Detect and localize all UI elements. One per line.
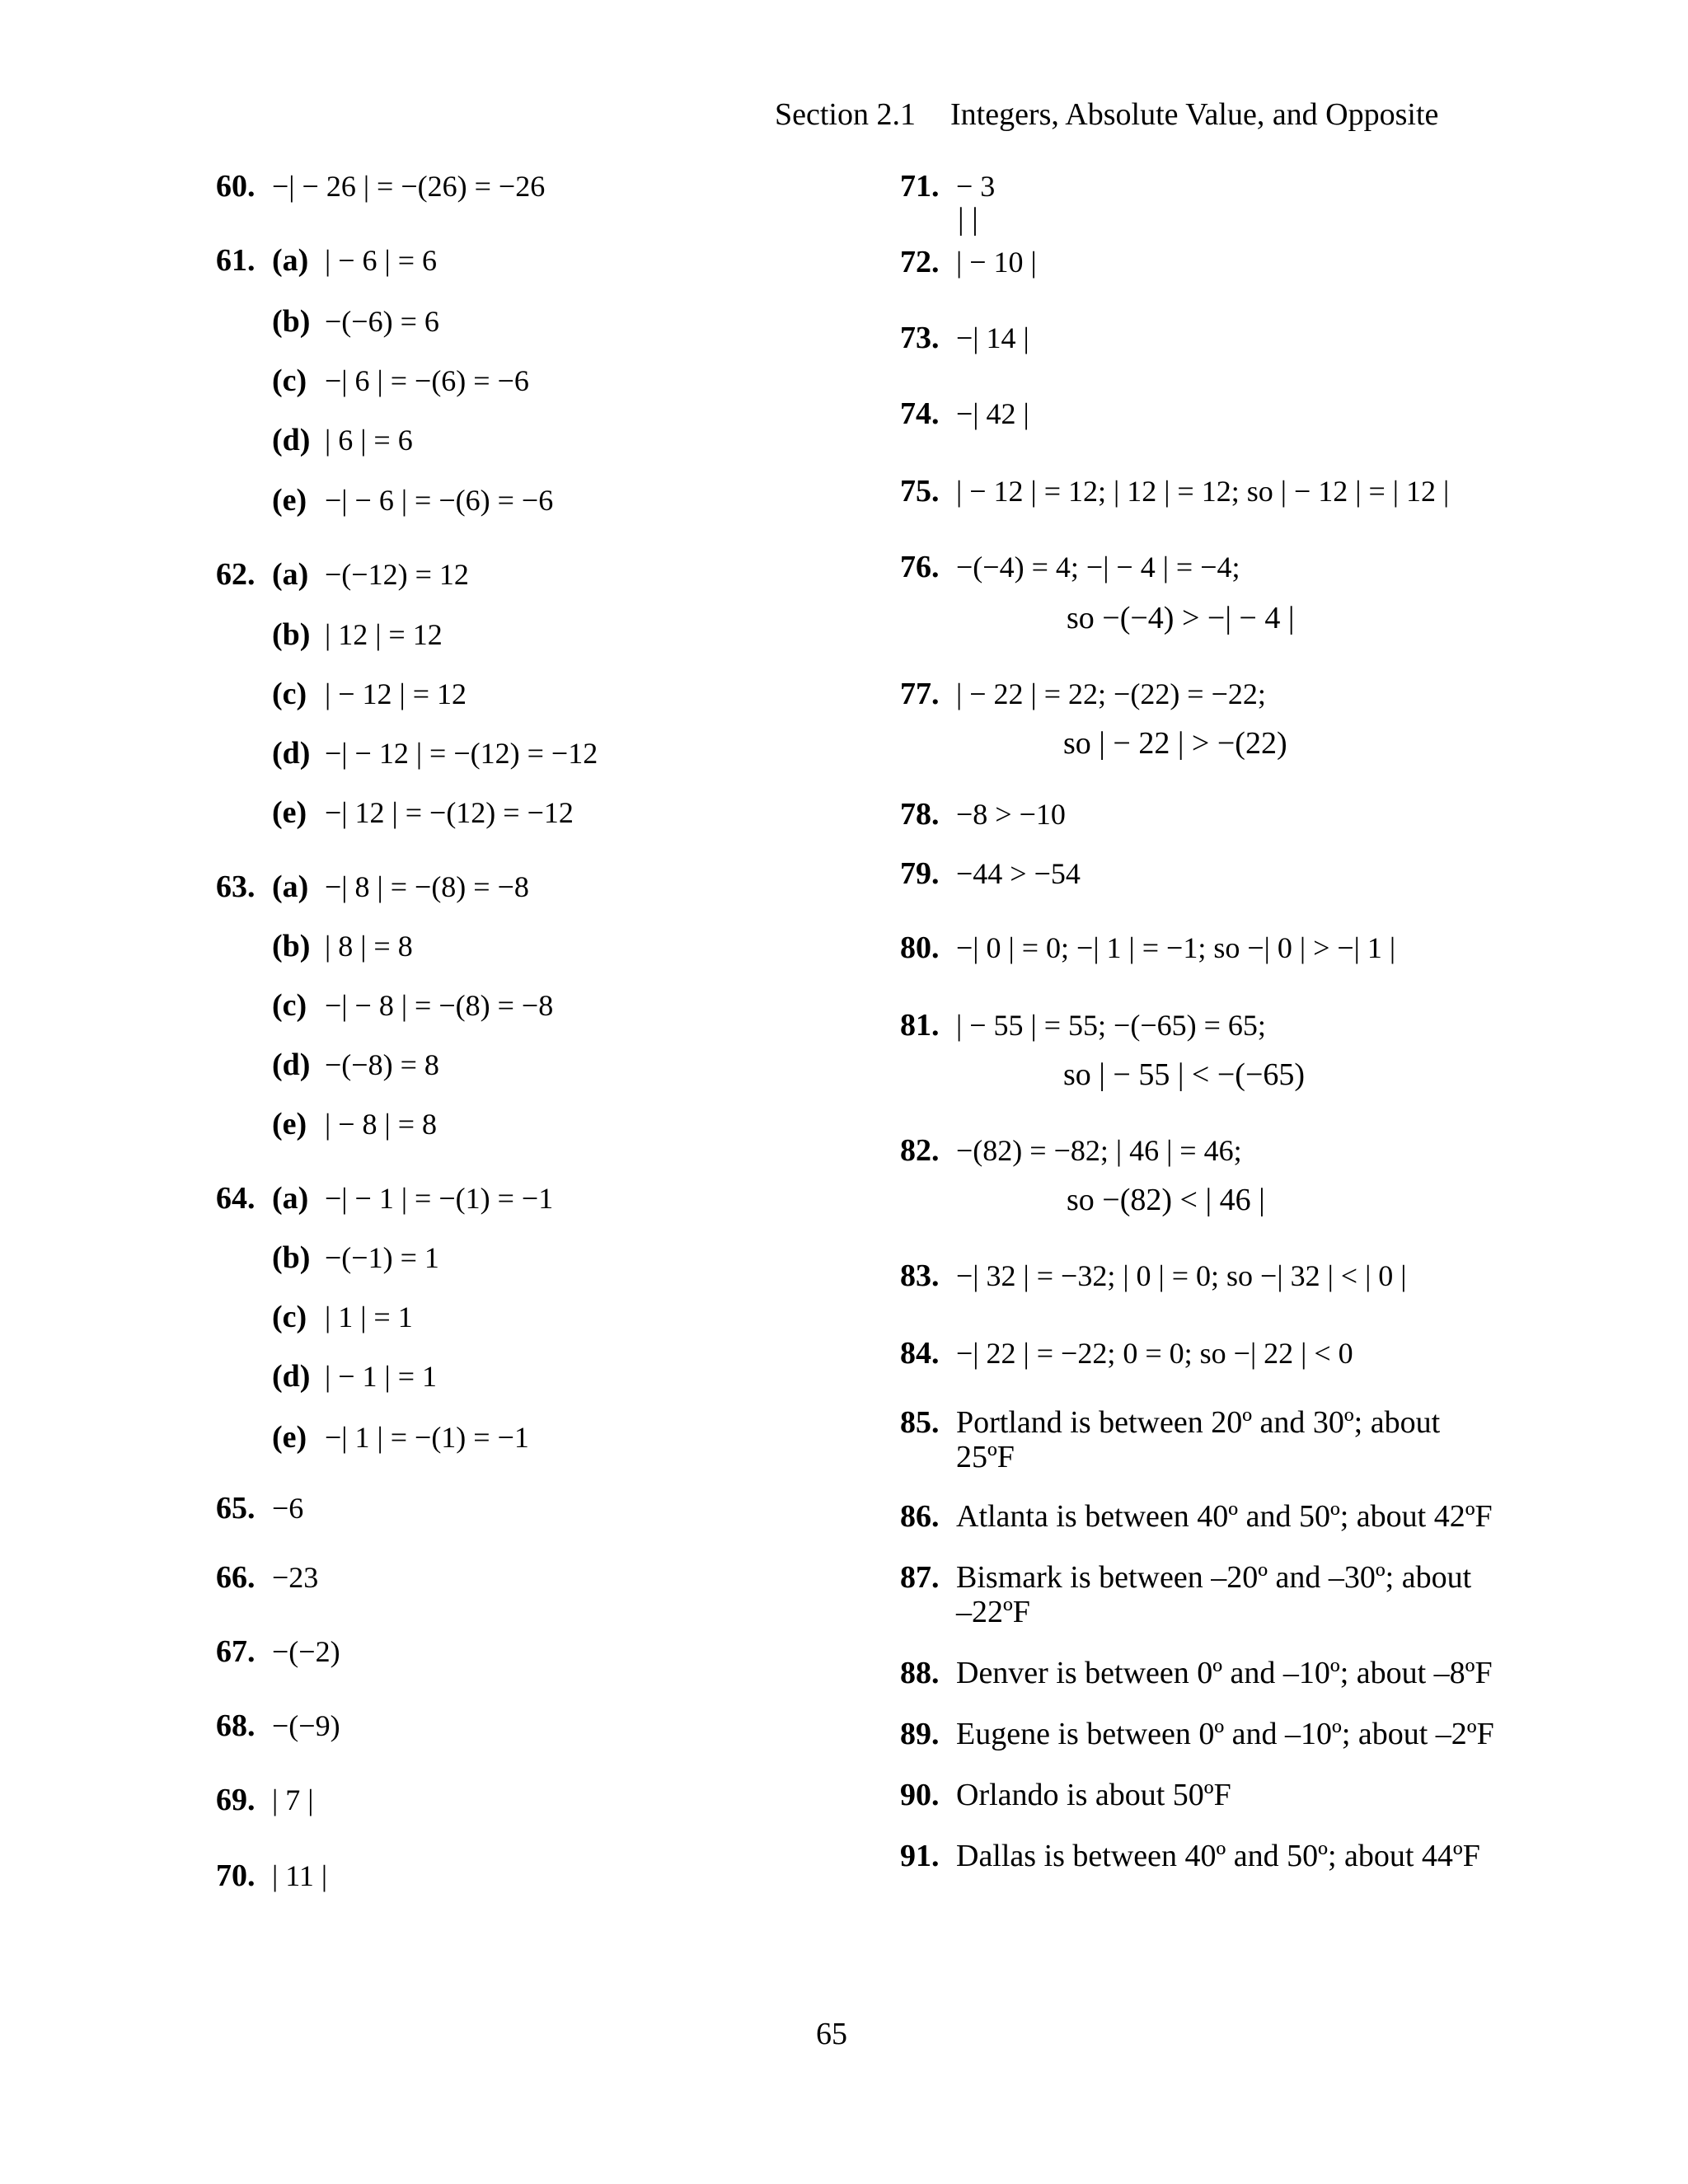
answer-text: | 11 |	[272, 1859, 328, 1892]
problem-number: 87.	[900, 1560, 940, 1595]
answer-text: | − 22 | = 22; −(22) = −22;	[956, 677, 1266, 710]
part-row	[272, 303, 439, 340]
problem-row	[900, 244, 1037, 280]
problem-number: 91.	[900, 1839, 940, 1873]
part-label: (a)	[272, 557, 309, 592]
part-label: (e)	[272, 483, 307, 518]
problem-row	[216, 869, 529, 905]
part-row	[272, 735, 598, 771]
problem-row	[900, 930, 1395, 966]
problem-row	[216, 1858, 327, 1894]
problem-number: 76.	[900, 550, 940, 584]
answer-text: Atlanta is between 40º and 50º; about 42ºF	[956, 1499, 1493, 1534]
part-row	[272, 363, 529, 399]
answer-continuation: so | − 22 | > −(22)	[1063, 726, 1287, 761]
answer-text: −| 6 | = −(6) = −6	[325, 364, 529, 397]
answer-text: −23	[272, 1561, 319, 1594]
part-label: (a)	[272, 243, 309, 278]
problem-number: 78.	[900, 797, 940, 832]
part-label: (c)	[272, 363, 307, 398]
answer-text: | − 6 | = 6	[325, 244, 438, 277]
problem-number: 71.	[900, 169, 940, 204]
problem-row	[900, 168, 995, 204]
answer-text: −| − 12 | = −(12) = −12	[325, 737, 598, 770]
answer-text: −(−12) = 12	[325, 558, 469, 591]
problem-row	[216, 1490, 303, 1526]
problem-row	[216, 168, 545, 204]
answer-text: | − 8 | = 8	[325, 1108, 438, 1141]
problem-row	[900, 1716, 1494, 1752]
answer-text: −(−9)	[272, 1709, 340, 1742]
part-label: (b)	[272, 1240, 311, 1275]
problem-row	[900, 1655, 1493, 1691]
part-label: (c)	[272, 677, 307, 711]
answer-text: −| 0 | = 0; −| 1 | = −1; so −| 0 | > −| 1 |	[956, 931, 1396, 964]
problem-row	[216, 242, 437, 279]
problem-number: 85.	[900, 1405, 940, 1440]
problem-row	[900, 1404, 1440, 1441]
part-label: (b)	[272, 929, 311, 963]
problem-number: 62.	[216, 557, 256, 592]
answer-text: −(82) = −82; | 46 | = 46;	[956, 1134, 1242, 1167]
problem-row	[216, 556, 469, 593]
part-row	[272, 928, 413, 964]
page-number: 65	[816, 2017, 847, 2051]
problem-row	[216, 1559, 318, 1596]
problem-number: 86.	[900, 1499, 940, 1534]
problem-row	[900, 1777, 1231, 1813]
part-row	[272, 987, 553, 1024]
answer-text: −(−2)	[272, 1635, 340, 1668]
problem-row	[900, 1335, 1353, 1371]
answer-text: −(−4) = 4; −| − 4 | = −4;	[956, 551, 1240, 583]
answer-text: | 12 | = 12	[325, 618, 443, 651]
problem-number: 74.	[900, 396, 940, 431]
problem-row	[216, 1180, 553, 1216]
answer-text: | 1 | = 1	[325, 1301, 413, 1333]
problem-number: 77.	[900, 677, 940, 711]
answer-text: Dallas is between 40º and 50º; about 44ºF	[956, 1839, 1480, 1873]
problem-number: 81.	[900, 1008, 940, 1043]
part-row	[272, 1419, 529, 1455]
part-row	[272, 1240, 439, 1276]
section-title: Integers, Absolute Value, and Opposite	[950, 97, 1439, 132]
answer-continuation: | |	[958, 202, 978, 237]
problem-number: 88.	[900, 1656, 940, 1690]
answer-continuation: so −(82) < | 46 |	[1067, 1183, 1265, 1217]
problem-row	[216, 1782, 313, 1818]
part-row	[272, 676, 467, 712]
answer-text: Orlando is about 50ºF	[956, 1778, 1231, 1812]
part-label: (d)	[272, 1047, 311, 1082]
problem-number: 65.	[216, 1491, 256, 1526]
problem-number: 61.	[216, 243, 256, 278]
answer-text: −| − 1 | = −(1) = −1	[325, 1182, 554, 1215]
answer-text: −8 > −10	[956, 798, 1066, 831]
problem-row	[900, 1007, 1266, 1043]
problem-row	[216, 1633, 340, 1670]
problem-number: 90.	[900, 1778, 940, 1812]
part-label: (c)	[272, 1300, 307, 1334]
answer-continuation: so | − 55 | < −(−65)	[1063, 1057, 1306, 1092]
answer-continuation: 25ºF	[956, 1440, 1015, 1474]
answer-text: −| 8 | = −(8) = −8	[325, 870, 529, 903]
answer-text: −6	[272, 1492, 304, 1525]
answer-text: Bismark is between –20º and –30º; about	[956, 1560, 1472, 1595]
part-row	[272, 794, 574, 831]
problem-number: 89.	[900, 1717, 940, 1751]
answer-text: −44 > −54	[956, 857, 1081, 890]
problem-row	[900, 1132, 1242, 1169]
answer-text: −(−8) = 8	[325, 1048, 439, 1081]
answer-text: −| − 26 | = −(26) = −26	[272, 170, 546, 203]
problem-row	[900, 1258, 1407, 1294]
section-label: Section 2.1	[775, 97, 916, 132]
problem-number: 72.	[900, 245, 940, 279]
part-row	[272, 1358, 437, 1394]
part-row	[272, 1047, 439, 1083]
answer-text: | 6 | = 6	[325, 424, 413, 457]
answer-text: | − 12 | = 12	[325, 677, 467, 710]
problem-number: 66.	[216, 1560, 256, 1595]
problem-number: 75.	[900, 474, 940, 509]
answer-text: Portland is between 20º and 30º; about	[956, 1405, 1441, 1440]
problem-row	[900, 473, 1449, 509]
problem-row	[900, 1838, 1480, 1874]
part-label: (e)	[272, 795, 307, 830]
part-label: (d)	[272, 1359, 311, 1394]
part-row	[272, 616, 443, 653]
answer-text: −| 1 | = −(1) = −1	[325, 1421, 529, 1454]
answer-text: −| − 6 | = −(6) = −6	[325, 484, 554, 517]
answer-text: −| 22 | = −22; 0 = 0; so −| 22 | < 0	[956, 1337, 1353, 1370]
problem-number: 82.	[900, 1133, 940, 1168]
problem-number: 83.	[900, 1258, 940, 1293]
part-row	[272, 482, 553, 518]
problem-number: 73.	[900, 321, 940, 355]
problem-row	[900, 549, 1240, 585]
answer-text: −| − 8 | = −(8) = −8	[325, 989, 554, 1022]
answer-text: −| 14 |	[956, 321, 1029, 354]
problem-row	[900, 1498, 1493, 1535]
part-label: (b)	[272, 304, 311, 339]
problem-row	[900, 396, 1029, 432]
answer-text: −| 42 |	[956, 397, 1029, 430]
part-label: (a)	[272, 869, 309, 904]
problem-number: 79.	[900, 856, 940, 891]
problem-row	[216, 1708, 340, 1744]
part-row	[272, 1106, 437, 1142]
page-header	[775, 96, 1438, 133]
answer-text: −(−1) = 1	[325, 1241, 439, 1274]
answer-text: | − 10 |	[956, 246, 1037, 279]
answer-continuation: so −(−4) > −| − 4 |	[1067, 601, 1295, 635]
part-row	[272, 1299, 413, 1335]
problem-number: 64.	[216, 1181, 256, 1216]
problem-number: 60.	[216, 169, 256, 204]
answer-text: | 8 | = 8	[325, 930, 413, 963]
problem-number: 68.	[216, 1708, 256, 1743]
problem-number: 84.	[900, 1336, 940, 1371]
answer-text: | 7 |	[272, 1783, 314, 1816]
answer-text: Eugene is between 0º and –10º; about –2ºF	[956, 1717, 1494, 1751]
answer-text: −| 32 | = −32; | 0 | = 0; so −| 32 | < | 0 |	[956, 1259, 1407, 1292]
part-label: (c)	[272, 988, 307, 1023]
part-label: (a)	[272, 1181, 309, 1216]
answer-text: −(−6) = 6	[325, 305, 439, 338]
part-label: (e)	[272, 1107, 307, 1141]
part-row	[272, 422, 413, 458]
problem-row	[900, 1559, 1471, 1596]
answer-text: | − 55 | = 55; −(−65) = 65;	[956, 1009, 1266, 1042]
answer-text: −| 12 | = −(12) = −12	[325, 796, 574, 829]
problem-number: 67.	[216, 1634, 256, 1669]
part-label: (d)	[272, 423, 311, 457]
problem-row	[900, 855, 1081, 892]
answer-continuation: –22ºF	[956, 1595, 1030, 1629]
part-label: (b)	[272, 617, 311, 652]
answer-text: | − 12 | = 12; | 12 | = 12; so | − 12 | = | 12 |	[956, 475, 1450, 508]
part-label: (e)	[272, 1420, 307, 1455]
problem-row	[900, 320, 1029, 356]
problem-number: 69.	[216, 1783, 256, 1817]
problem-row	[900, 796, 1066, 832]
problem-number: 63.	[216, 869, 256, 904]
problem-number: 80.	[900, 930, 940, 965]
part-label: (d)	[272, 736, 311, 771]
answer-text: Denver is between 0º and –10º; about –8ºF	[956, 1656, 1493, 1690]
problem-row	[900, 676, 1266, 712]
answer-text: | − 1 | = 1	[325, 1360, 438, 1393]
problem-number: 70.	[216, 1858, 256, 1893]
answer-text: − 3	[956, 170, 996, 203]
